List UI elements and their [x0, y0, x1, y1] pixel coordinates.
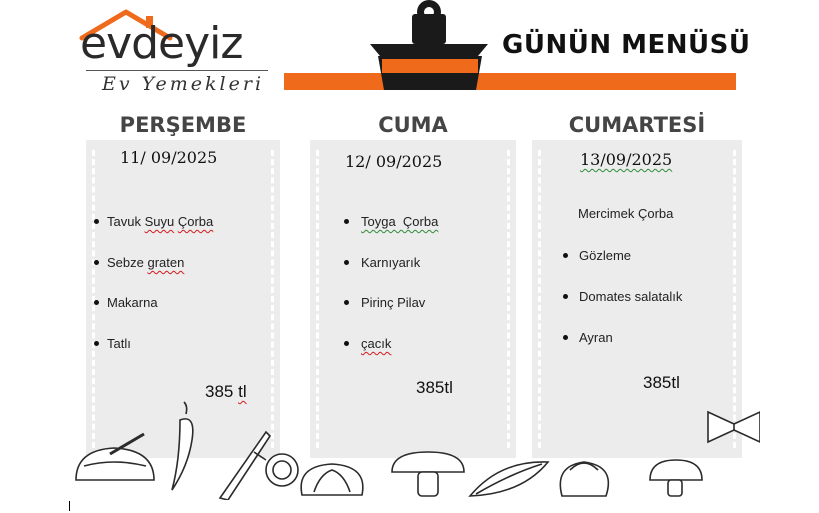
- menu-item-text: Çorba: [177, 214, 214, 229]
- menu-item: [361, 336, 391, 351]
- menu-item-text: çacık: [361, 336, 392, 351]
- menu-clip-icon: [368, 0, 492, 92]
- list-bullet: [94, 219, 99, 224]
- menu-item: Karnıyarık: [361, 255, 421, 270]
- list-bullet: [563, 253, 568, 258]
- menu-price: 385tl: [416, 378, 453, 397]
- list-bullet: [563, 294, 568, 299]
- list-bullet: [344, 300, 349, 305]
- menu-item: Makarna: [107, 295, 158, 310]
- menu-item: Sebze graten: [107, 255, 185, 270]
- list-bullet: [344, 260, 349, 265]
- list-bullet: [344, 219, 349, 224]
- menu-price: 385tl: [643, 373, 680, 392]
- menu-date: 13/09/2025: [580, 150, 673, 169]
- menu-date: 12/ 09/2025: [345, 152, 443, 171]
- menu-intro-item: Mercimek Çorba: [578, 206, 674, 221]
- day-heading-saturday: CUMARTESİ: [568, 113, 706, 137]
- list-bullet: [94, 300, 99, 305]
- day-heading-friday: CUMA: [378, 113, 448, 137]
- day-heading-thursday: PERŞEMBE: [119, 113, 247, 137]
- list-bullet: [563, 335, 568, 340]
- menu-item: Domates salatalık: [579, 289, 683, 304]
- page-title: GÜNÜN MENÜSÜ: [502, 30, 751, 60]
- menu-item-text: Suyu: [144, 214, 175, 229]
- list-bullet: [94, 260, 99, 265]
- brand-logo: evdeyiz: [80, 18, 243, 69]
- menu-item-text: graten: [147, 255, 185, 270]
- menu-item: Pirinç Pilav: [361, 295, 426, 310]
- logo-divider: [86, 70, 268, 71]
- menu-item: [361, 214, 438, 229]
- menu-item: Gözleme: [579, 248, 632, 263]
- list-bullet: [344, 341, 349, 346]
- list-bullet: [94, 341, 99, 346]
- header-accent-bar: [284, 73, 736, 90]
- menu-item: Ayran: [579, 330, 613, 345]
- text-cursor: [69, 501, 70, 511]
- menu-item: Tatlı: [107, 336, 131, 351]
- menu-date: 11/ 09/2025: [120, 148, 218, 167]
- menu-price: 385 tl: [205, 382, 247, 401]
- brand-tagline: Ev Yemekleri: [102, 73, 265, 95]
- food-sketch-illustration: [70, 400, 760, 500]
- menu-item-text: Toyga Çorba: [361, 214, 439, 229]
- menu-item: Tavuk Suyu Çorba: [107, 214, 214, 229]
